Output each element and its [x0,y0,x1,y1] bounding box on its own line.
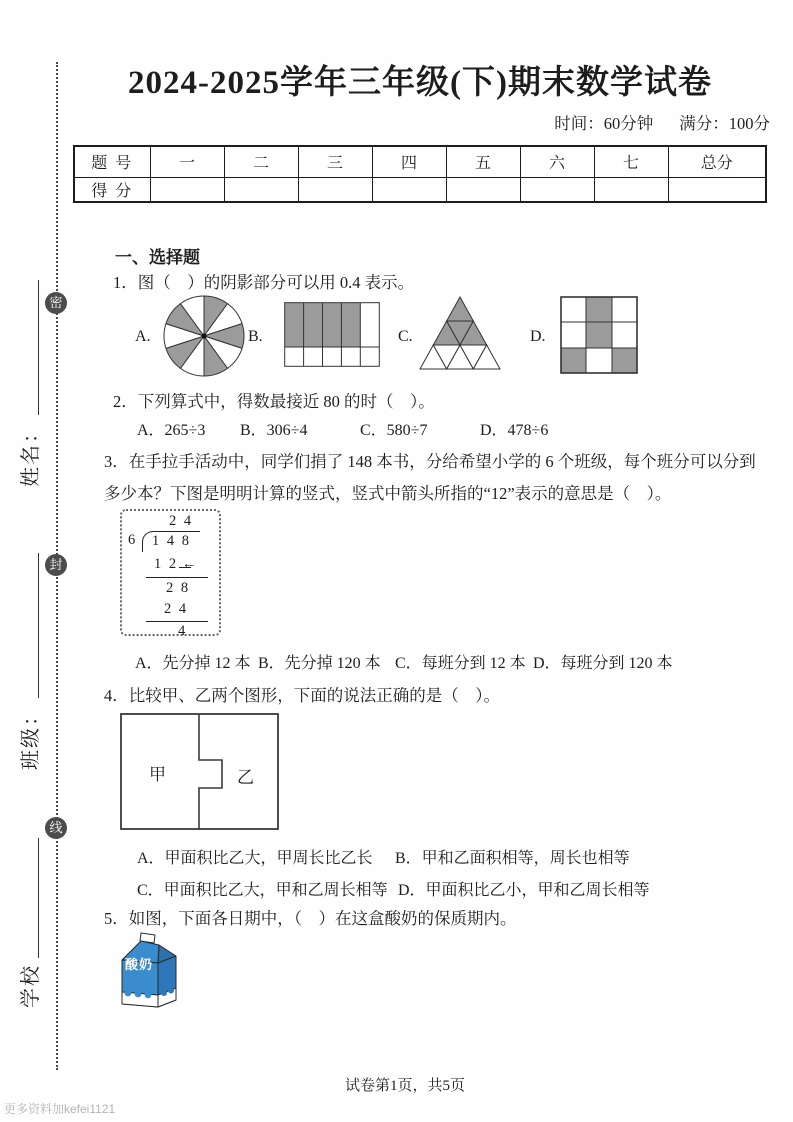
page-footer: 试卷第1页，共5页 [344,1078,465,1094]
class-label: 班级： [20,704,42,770]
score-col-1: 一 [150,146,224,177]
score-col-7: 七 [594,146,668,177]
school-blank-line [38,838,39,958]
division-quotient: 2 4 [169,513,194,529]
q3-option-c: C．每班分到 12 本 [395,655,526,672]
school-label: 学校 [20,964,42,1008]
division-rule-2 [146,621,208,622]
q3-option-a: A．先分掉 12 本 [135,655,251,672]
q1-option-b-label: B. [248,328,263,345]
question-4-text: 4．比较甲、乙两个图形，下面的说法正确的是（ ）。 [104,686,500,705]
q1-option-c-label: C. [398,328,413,345]
score-col-5: 五 [446,146,520,177]
carton-text: 酸奶 [125,957,154,972]
score-blank-cell [520,177,594,202]
shape-yi-label: 乙 [237,768,254,787]
q4-option-c: C．甲面积比乙大，甲和乙周长相等 [137,882,388,899]
shape-jia-label: 甲 [149,765,166,784]
name-label: 姓名： [20,421,42,487]
q1-figure-b-rectangle [284,302,380,367]
score-table-header-score: 得 分 [74,177,150,202]
q1-option-d-label: D. [530,328,546,345]
seal-char-xian: 线 [45,817,67,839]
q1-figure-d-grid [560,296,638,374]
q1-figure-a-pie [162,294,246,378]
watermark-text: 更多资料加kefei1121 [4,1102,116,1116]
time-limit: 时间：60分钟 [554,114,654,133]
student-name-field [14,280,43,487]
yogurt-carton-figure [112,930,192,1014]
seal-char-mi: 密 [45,292,67,314]
student-class-field [14,553,43,770]
q1-figure-c-triangle [418,295,502,371]
score-blank-cell [594,177,668,202]
q4-option-a: A．甲面积比乙大，甲周长比乙长 [137,850,373,867]
score-blank-cell [668,177,766,202]
student-school-field [14,838,43,1008]
q4-shapes-outline [120,713,280,831]
division-step1: 1 2 [154,556,179,572]
name-blank-line [38,280,39,415]
division-remainder: 4 [178,623,188,639]
division-divisor: 6 [128,532,138,548]
score-blank-cell [446,177,520,202]
question-1-text: 1．图（ ）的阴影部分可以用 0.4 表示。 [113,273,415,292]
full-score: 满分：100分 [679,114,770,133]
q2-option-a: A．265÷3 [137,422,206,439]
q4-option-b: B．甲和乙面积相等，周长也相等 [395,850,630,867]
section-heading: 一、选择题 [115,248,200,267]
score-col-6: 六 [520,146,594,177]
exam-meta [390,110,770,134]
score-blank-cell [298,177,372,202]
score-blank-cell [372,177,446,202]
question-5-text: 5．如图，下面各日期中，（ ）在这盒酸奶的保质期内。 [104,909,517,928]
division-step2: 2 8 [166,580,191,596]
division-dividend: 1 4 8 [142,531,200,552]
score-table [73,145,767,203]
score-blank-cell [224,177,298,202]
q3-option-d: D．每班分到 120 本 [533,655,673,672]
score-col-total: 总分 [668,146,766,177]
score-blank-cell [150,177,224,202]
score-col-3: 三 [298,146,372,177]
division-rule-1 [146,577,208,578]
score-table-header-qnum: 题 号 [74,146,150,177]
q2-option-d: D．478÷6 [480,422,549,439]
question-3-text-line1: 3．在手拉手活动中，同学们捐了 148 本书，分给希望小学的 6 个班级，每个班分可以分到 [104,452,756,471]
arrow-left-icon: ← [182,556,191,573]
long-division-figure [120,509,221,639]
q2-option-c: C．580÷7 [360,422,428,439]
q3-option-b: B．先分掉 120 本 [258,655,381,672]
q4-option-d: D．甲面积比乙小，甲和乙周长相等 [398,882,650,899]
score-col-4: 四 [372,146,446,177]
division-step3: 2 4 [164,601,189,617]
score-col-2: 二 [224,146,298,177]
class-blank-line [38,553,39,698]
q4-shapes-figure [120,713,280,831]
page-title: 2024-2025学年三年级(下)期末数学试卷 [128,65,712,101]
question-3-text-line2: 多少本？下图是明明计算的竖式，竖式中箭头所指的“12”表示的意思是（ ）。 [104,484,672,503]
q2-option-b: B．306÷4 [240,422,308,439]
q1-option-a-label: A. [135,328,151,345]
seal-char-feng: 封 [45,554,67,576]
question-2-text: 2．下列算式中，得数最接近 80 的时（ ）。 [113,392,435,411]
